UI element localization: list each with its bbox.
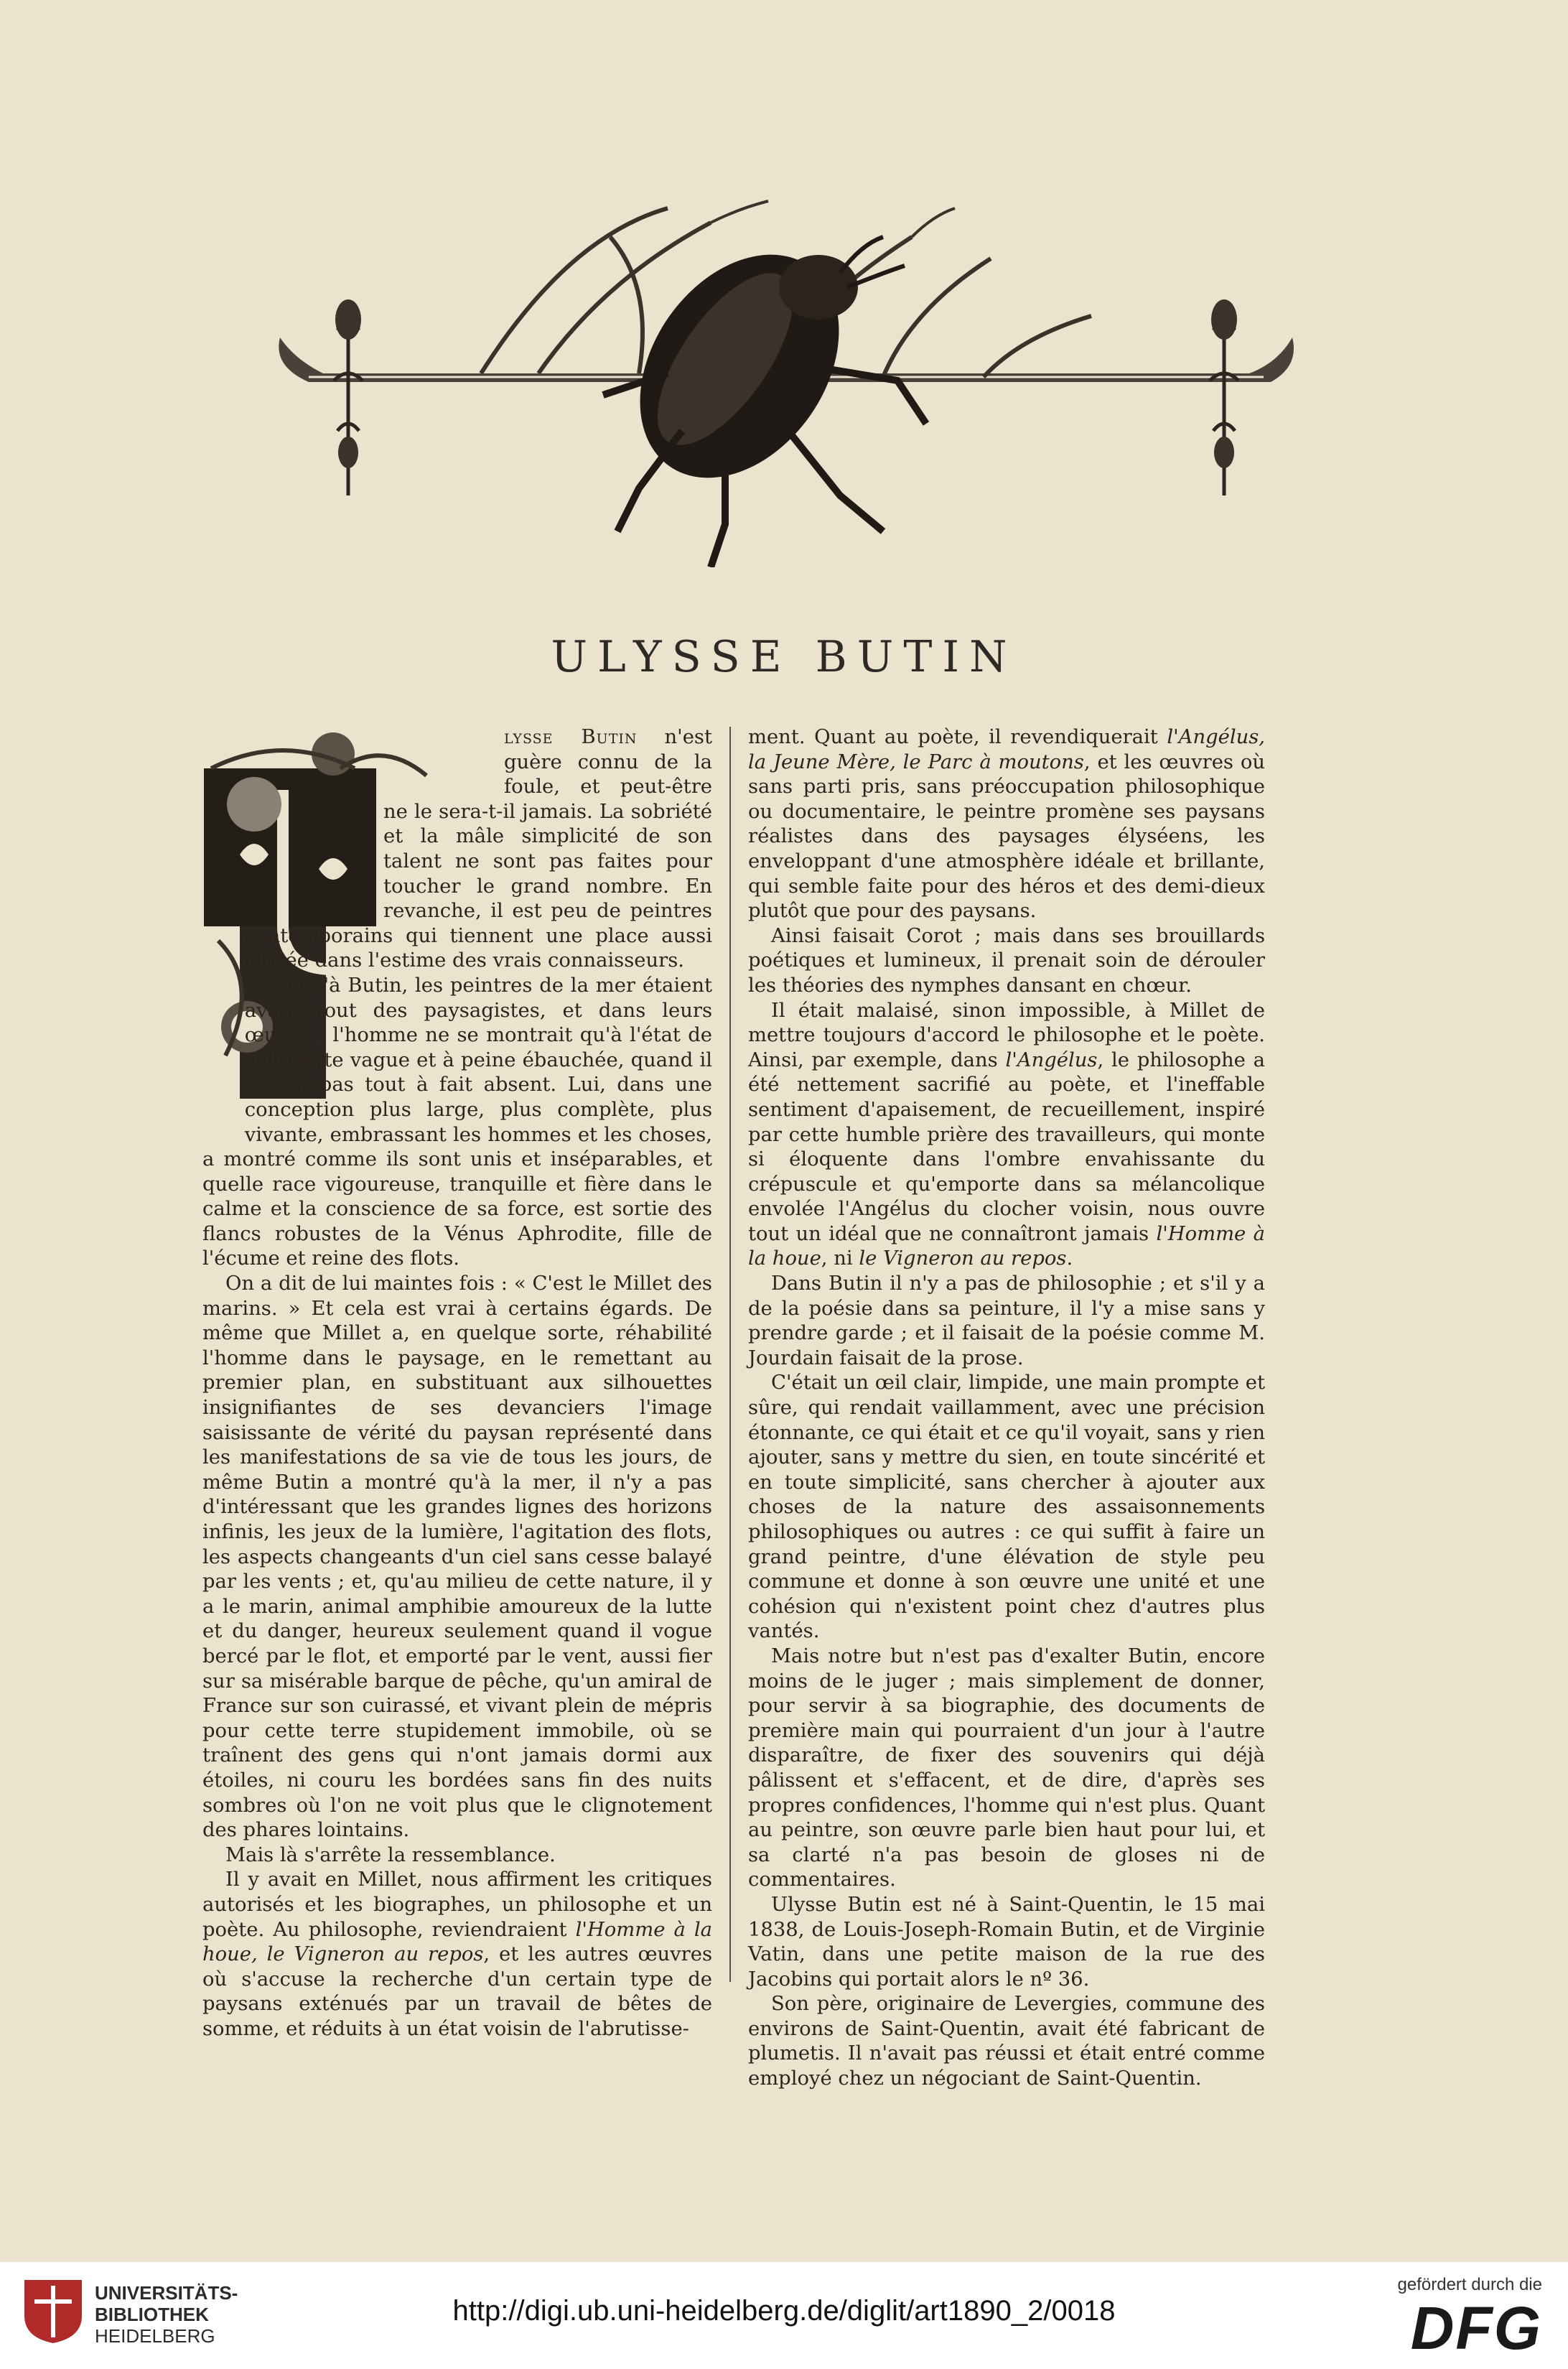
library-line-1: UNIVERSITÄTS-	[95, 2282, 238, 2304]
text-run: Dans Butin il n'y a pas de philosophie ; et s'il y a de la poésie dans sa peinture, il l'y a mise sans y prendre garde ; et il faisait de la poésie comme M. Jourdain faisait de la prose.	[748, 1272, 1265, 1369]
text-run: , et les autres œuvres où s'accuse la recherche d'un certain type de paysans exténués par un travail de bêtes de somme, et réduits à un état voisin de l'abrutisse-	[202, 1943, 712, 2040]
text-run: , et les œuvres où sans parti pris, sans préoccupation philosophique ou documentaire, le peintre promène ses paysans réalistes dans des paysages élyséens, les enveloppant d'une atmosphère idéale et brillante, qui semble faite pour des héros et des demi-dieux plutôt que pour des paysans.	[748, 750, 1265, 923]
italic-title: le Vigneron au repos	[859, 1247, 1067, 1270]
source-url-link[interactable]: http://digi.ub.uni-heidelberg.de/diglit/art1890_2/0018	[452, 2295, 1116, 2327]
text-run: Il était malaisé, sinon impossible, à Millet de mettre toujours d'accord le philosophe et le poète. Ainsi, par exemple, dans	[748, 999, 1265, 1071]
left-column	[202, 725, 712, 2042]
right-column-paragraph	[748, 924, 1265, 999]
text-run: , ni	[821, 1247, 859, 1270]
dfg-logo: DFG	[1410, 2294, 1542, 2362]
library-line-3: HEIDELBERG	[95, 2325, 215, 2347]
text-run: On a dit de lui maintes fois : « C'est le Millet des marins. » Et cela est vrai à certains égards. De même que Millet a, en quelque sorte, réhabilité l'homme dans le paysage, en le remettant au premier plan, en substituant aux silhouettes insignifiantes de ses devanciers l'image saisissante de vérité du paysan représenté dans les manifestations de sa vie de tous les jours, de même Butin a montré qu'à la mer, il n'y a pas d'intéressant que les grandes lignes des horizons infinis, les jeux de la lumière, l'agitation des flots, les aspects changeants d'un ciel sans cesse balayé par les vents ; et, qu'au milieu de cette nature, il y a le marin, animal amphibie amoureux de la lutte et du danger, heureux seulement quand il vogue bercé par le flot, et emporté par le vent, aussi fier sur sa misérable barque de pêche, qu'un amiral de France sur son cuirassé, et vivant plein de mépris pour cette terre stupidement immobile, où se traînent des gens qui n'ont jamais dormi aux étoiles, ni couru les bordées sans fin des nuits sombres où l'on ne voit plus que le clignotement des phares lointains.	[202, 1272, 712, 1842]
text-run: Ulysse Butin est né à Saint-Quentin, le 15 mai 1838, de Louis-Joseph-Romain Butin, et de Virginie Vatin, dans une petite maison de la rue des Jacobins qui portait alors le nº 36.	[748, 1893, 1265, 1991]
italic-title: l'Homme à la houe, le Vigneron au repos	[202, 1918, 712, 1966]
right-column-paragraph	[748, 999, 1265, 1272]
text-run: .	[1066, 1247, 1073, 1270]
left-column-paragraph	[202, 1868, 712, 2042]
text-run: Ainsi faisait Corot ; mais dans ses brouillards poétiques et lumineux, il prenait soin de dérouler les théories des nymphes dansant en chœur.	[748, 924, 1265, 997]
right-column-paragraph	[748, 1992, 1265, 2091]
library-line-2: BIBLIOTHEK	[95, 2304, 209, 2325]
column-divider	[729, 727, 731, 1982]
right-column-paragraph	[748, 725, 1265, 924]
italic-title: l'Homme à la houe	[748, 1222, 1265, 1270]
right-column-paragraph	[748, 1371, 1265, 1644]
right-column-text	[748, 725, 1265, 2092]
beetle-ornament-icon	[266, 194, 1307, 567]
left-column-paragraph	[202, 1272, 712, 1843]
right-column-paragraph	[748, 1893, 1265, 1992]
text-run: C'était un œil clair, limpide, une main prompte et sûre, qui rendait vaillamment, avec une précision étonnante, ce qui était et ce qu'il voyait, sans y rien ajouter, sans y mettre du sien, en toute sincérité et en toute simplicité, sans chercher à ajouter aux choses de la nature des assaisonnements philosophiques ou autres : ce qui suffit à faire un grand peintre, d'une élévation de style peu commune et donne à son œuvre une unité et une cohésion qui n'existent point chez d'autres plus vantés.	[748, 1372, 1265, 1643]
funding-label: gefördert durch die	[1397, 2275, 1542, 2294]
text-run: Mais là s'arrête la ressemblance.	[225, 1843, 556, 1866]
left-column-paragraph	[202, 974, 712, 1272]
text-run: Jusqu'à Butin, les peintres de la mer étaient avant tout des paysagistes, et dans leurs œuvres, l'homme ne se montrait qu'à l'état de silhouette vague et à peine ébauchée, quand il n'était pas tout à fait absent. Lui, dans une conception plus large, plus complète, plus vivante, embrassant les hommes et les choses, a montré comme ils sont unis et inséparables, et quelle race vigoureuse, tranquille et fière dans le calme et la conscience de sa force, est sortie des flancs robustes de la Vénus Aphrodite, fille de l'écume et reine des flots.	[202, 974, 712, 1270]
text-run: Son père, originaire de Levergies, commune des environs de Saint-Quentin, avait été fabricant de plumetis. Il n'avait pas réussi et était entré comme employé chez un négociant de Saint-Quentin.	[748, 1993, 1265, 2090]
text-run: , le philosophe a été nettement sacrifié au poète, et l'ineffable sentiment d'apaisement, de recueillement, inspiré par cette humble prière des travailleurs, qui monte si éloquente dans l'ombre envahissante du crépuscule et qu'emporte dans sa mélancolique envolée l'Angélus du clocher voisin, nous ouvre tout un idéal que ne connaîtront jamais	[748, 1048, 1265, 1245]
right-column-paragraph	[748, 1644, 1265, 1893]
article-title: ULYSSE BUTIN	[551, 632, 1017, 682]
right-column-paragraph	[748, 1272, 1265, 1371]
text-run: n'est guère connu de la foule, et peut-être ne le sera-t-il jamais. La sobriété et la mâle simplicité de son talent ne sont pas faites pour toucher le grand nombre. En revanche, il est peu de peintres contemporains qui tiennent une place aussi élevée dans l'estime des vrais connaisseurs.	[244, 726, 712, 972]
left-column-paragraph	[202, 1843, 712, 1868]
small-caps-text: lysse Butin	[504, 726, 638, 748]
italic-title: l'Angélus, la Jeune Mère, le Parc à moutons	[748, 726, 1265, 773]
text-run: Mais notre but n'est pas d'exalter Butin, encore moins de le juger ; mais simplement de donner, pour servir à sa biographie, des documents de première main qui pourraient d'un jour à l'autre disparaître, de fixer des souvenirs qui déjà pâlissent et s'effacent, et de dire, d'après ses propres confidences, l'homme qui n'est plus. Quant au peintre, son œuvre parle bien haut pour lui, et sa clarté n'a pas besoin de gloses ni de commentaires.	[748, 1644, 1265, 1891]
right-column	[748, 725, 1265, 2092]
italic-title: l'Angélus	[1005, 1048, 1098, 1071]
text-run: Il y avait en Millet, nous affirment les critiques autorisés et les biographes, un philosophe et un poète. Au philosophe, reviendraient	[202, 1868, 712, 1941]
text-run: ment. Quant au poète, il revendiquerait	[748, 726, 1167, 748]
